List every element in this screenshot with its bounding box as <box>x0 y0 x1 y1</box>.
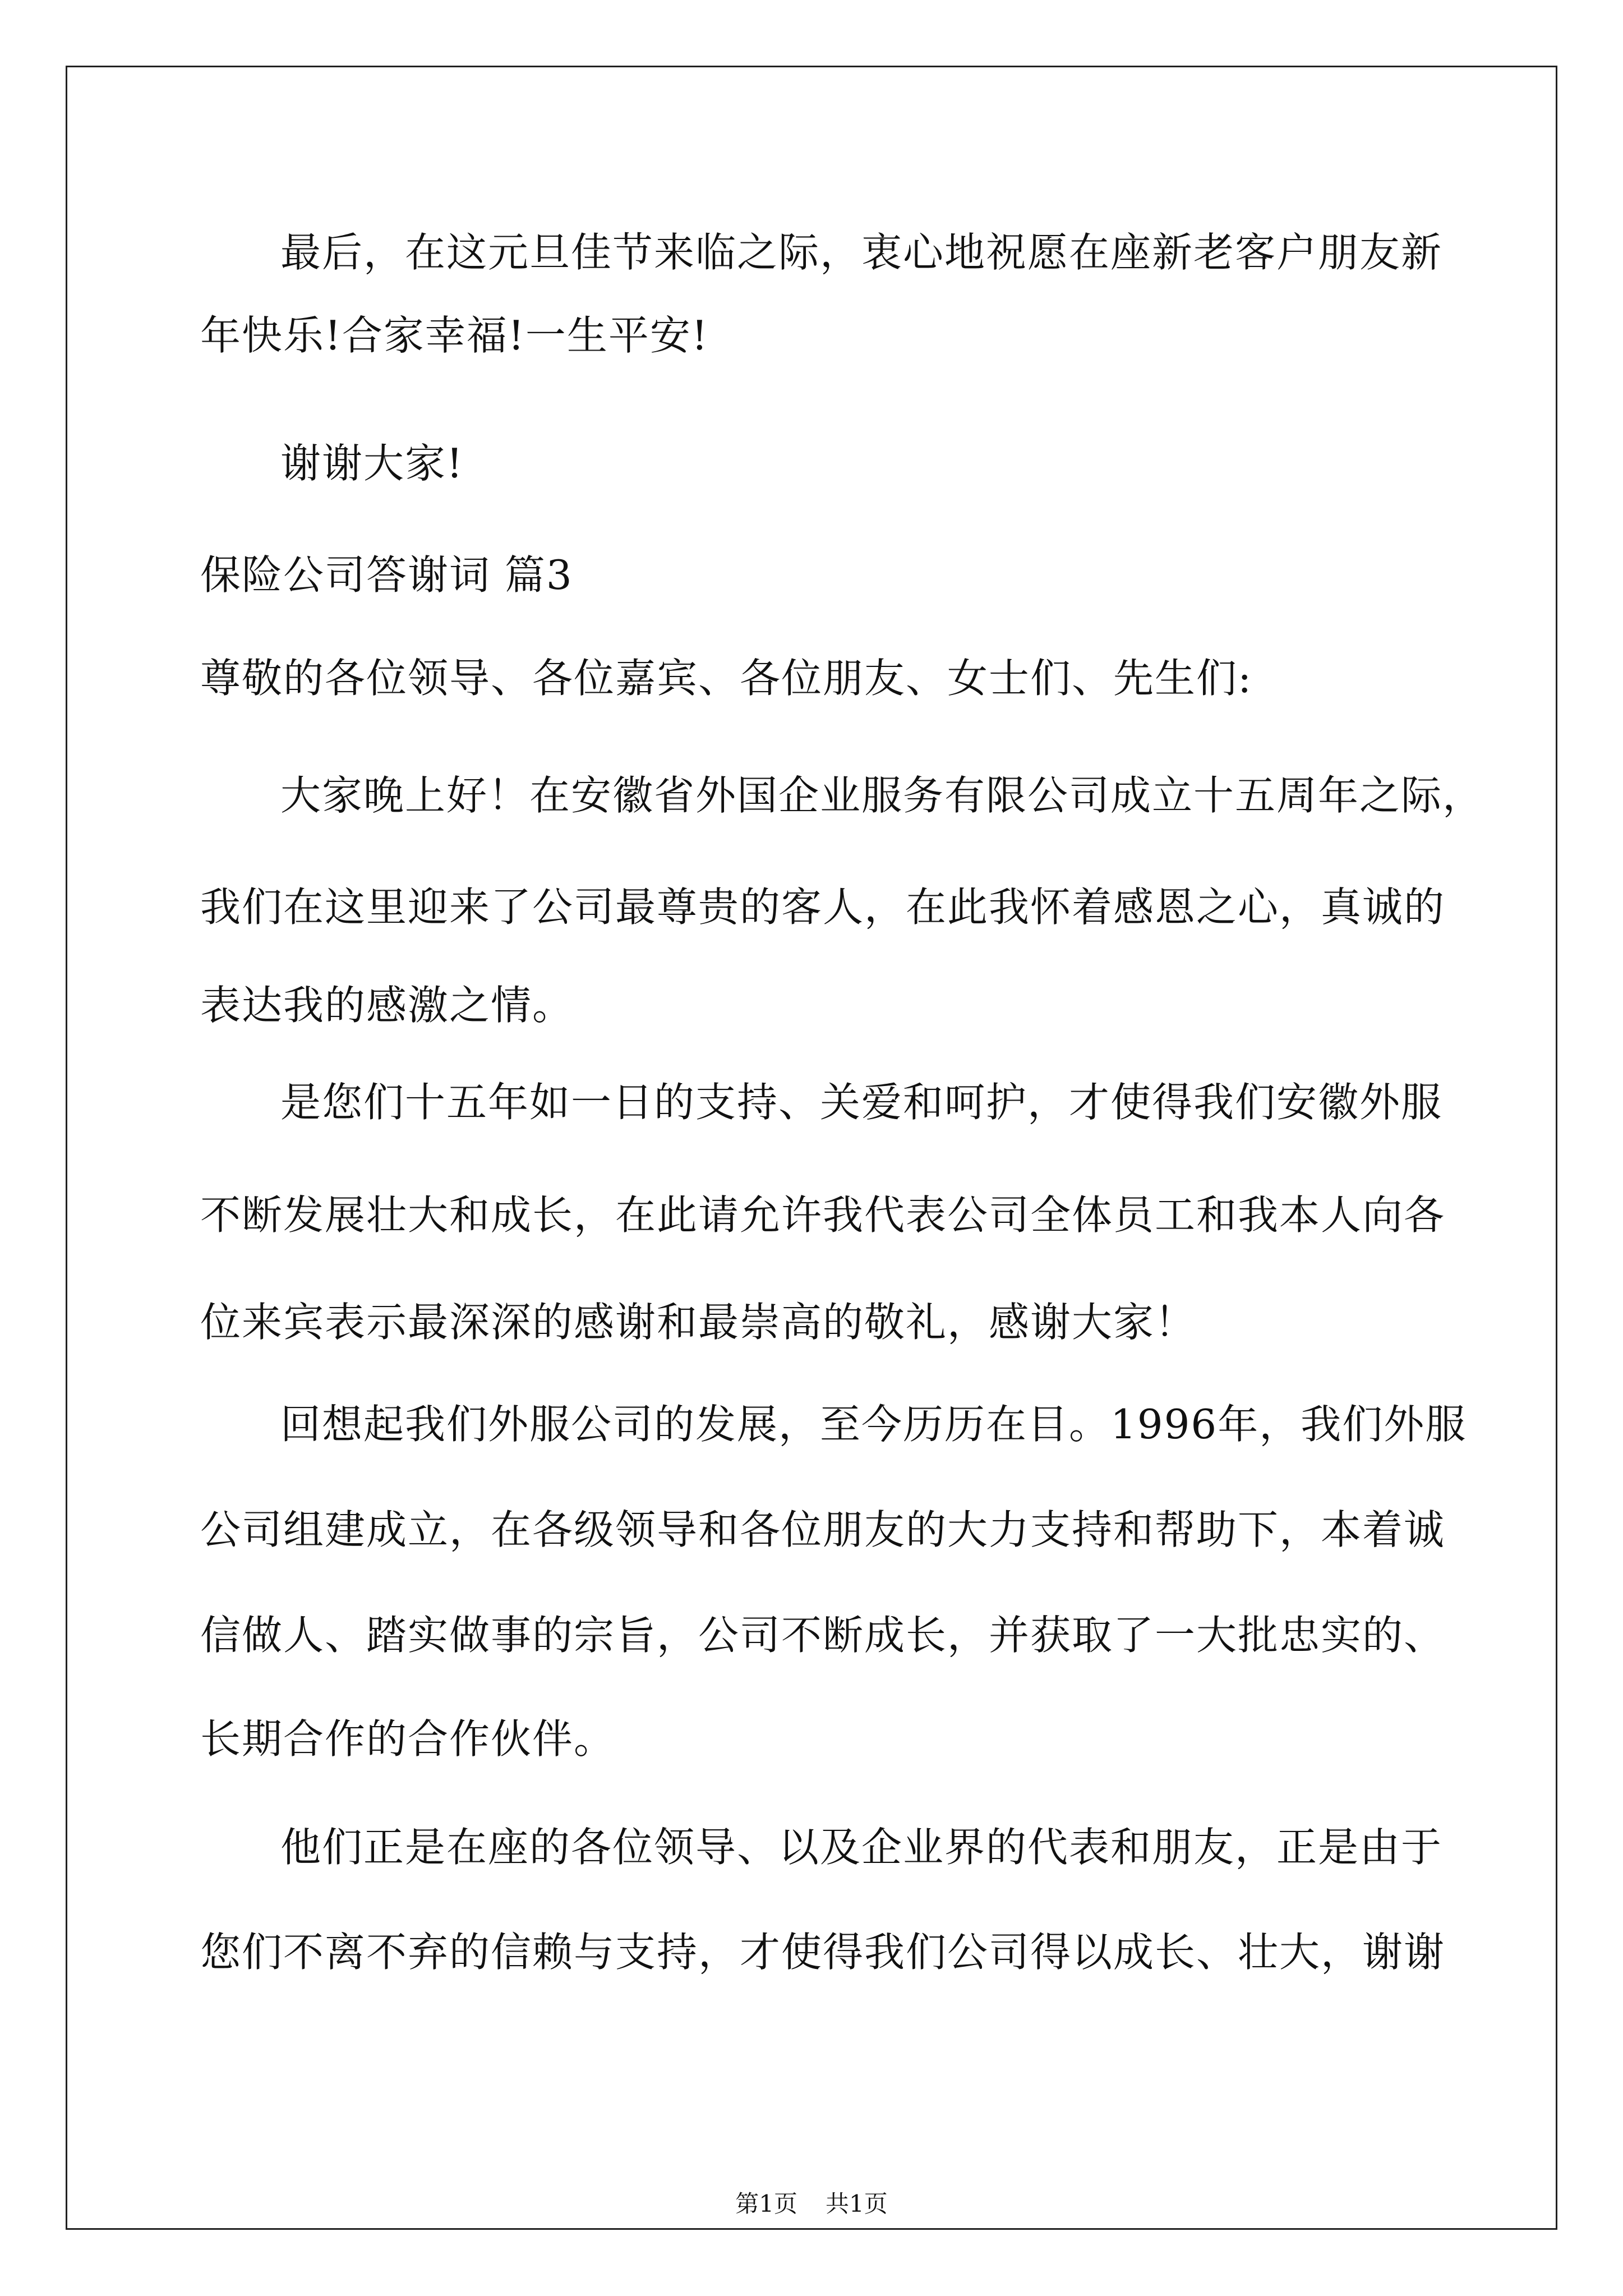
page-total: 共1页 <box>826 2190 888 2217</box>
paragraph-line: 信做人、踏实做事的宗旨，公司不断成长，并获取了一大批忠实的、 <box>200 1612 1446 1659</box>
section-heading: 保险公司答谢词 篇3 <box>200 551 573 599</box>
paragraph-line: 表达我的感激之情。 <box>200 982 574 1029</box>
paragraph-line: 长期合作的合作伙伴。 <box>200 1715 616 1763</box>
paragraph-line: 他们正是在座的各位领导、以及企业界的代表和朋友，正是由于 <box>280 1824 1443 1871</box>
page-border <box>66 66 1557 2230</box>
paragraph-line: 大家晚上好！在安徽省外国企业服务有限公司成立十五周年之际， <box>280 772 1484 819</box>
paragraph-line: 您们不离不弃的信赖与支持，才使得我们公司得以成长、壮大，谢谢 <box>200 1929 1446 1976</box>
paragraph-line: 是您们十五年如一日的支持、关爱和呵护，才使得我们安徽外服 <box>280 1079 1443 1126</box>
page-number: 第1页 <box>735 2190 797 2217</box>
paragraph-line: 位来宾表示最深深的感谢和最崇高的敬礼，感谢大家！ <box>200 1299 1197 1346</box>
paragraph-line: 最后，在这元旦佳节来临之际，衷心地祝愿在座新老客户朋友新 <box>280 229 1443 276</box>
paragraph-line: 我们在这里迎来了公司最尊贵的客人，在此我怀着感恩之心，真诚的 <box>200 884 1446 931</box>
salutation: 尊敬的各位领导、各位嘉宾、各位朋友、女士们、先生们: <box>200 655 1253 702</box>
paragraph-line: 年快乐!合家幸福!一生平安! <box>200 312 709 359</box>
paragraph-line: 谢谢大家! <box>280 440 464 487</box>
page-footer <box>0 2192 1623 2216</box>
paragraph-line: 公司组建成立，在各级领导和各位朋友的大力支持和帮助下，本着诚 <box>200 1506 1446 1553</box>
paragraph-line: 不断发展壮大和成长，在此请允许我代表公司全体员工和我本人向各 <box>200 1191 1446 1239</box>
paragraph-line: 回想起我们外服公司的发展，至今历历在目。1996年，我们外服 <box>280 1401 1467 1448</box>
